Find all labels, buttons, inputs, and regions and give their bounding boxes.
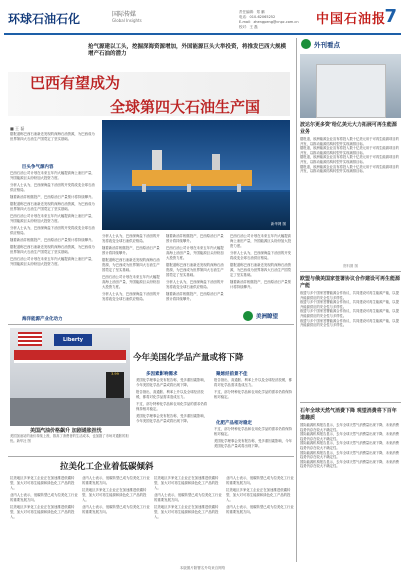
bottom-text-col: 拉美地区多家化工企业正在加速推进低碳转型，加大对可再生能源和绿色化工产品的投入。 业内人士表示，低碳转型已成为拉美化工行业的重要发展方向。 拉美地区多家化工企业正在加速推进低碳转型，加大对可再生能源和绿色化工产品的投入。 (154, 476, 222, 519)
lead-text-col: 随着新油井相继投产，巴西原油日产量预计将持续攀升。 巴西石油公司计划在未来五年内大幅提高海上油田产量，外国能源巨头纷纷加大投资力度。 据报道称巴西石油新近发现的深海石油资源，为巴西成为世界第四大石油生产国奠定了坚实基础。 分析人士认为，巴西深海盐下油田的开发将改变全球石油供应格局。 随着新油井相继投产，巴西原油日产量预计将持续攀升。 (166, 234, 224, 301)
us-flag-icon (18, 332, 42, 346)
feature-title: 今年美国化学品产量或将下降 (133, 353, 244, 363)
info-line: 电话：010-62065252 (239, 15, 276, 19)
byline: ■ 王 磊 (10, 126, 25, 131)
globe-icon (243, 311, 253, 321)
lead-subhead: 巨头争气源内容 (22, 165, 54, 170)
americas-column-logo: 美洲瞭望 (243, 310, 287, 322)
subtitle-en: Global Insights (112, 18, 142, 23)
page-header (4, 4, 401, 34)
sidebar-headline: 欧盟与俄美国家签署协议合作建设可再生能源产能 (300, 276, 401, 289)
masthead-logo: 中国石油报 (316, 12, 387, 27)
photo-caption-title: 美国汽油价格飙升 加剧通胀担忧 (30, 428, 102, 434)
sidebar-header (300, 38, 401, 50)
gas-station-photo (10, 328, 130, 426)
info-line: 责任编辑：郑 鹏 (239, 10, 265, 14)
feature-subhead: 聚烯烃前景不佳 (216, 372, 248, 377)
photo-credit: 新华网 图 (270, 222, 286, 226)
sidebar-photo (300, 54, 401, 118)
station-sign: Liberty (54, 334, 92, 346)
column-divider (296, 38, 297, 562)
sidebar-title: 外刊看点 (314, 41, 340, 49)
section-title: 环球石油石化 (8, 12, 81, 26)
sidebar-text: 国际能源机构报告显示，去年全球天然气消费量出现下降，未来消费趋势仍存在较大不确定性。 国际能源机构报告显示，去年全球天然气消费量出现下降，未来消费趋势仍存在较大不确定性。 国际能源机构报告显示，去年全球天然气消费量出现下降，未来消费趋势仍存在较大不确定性。 国际能源机构报告显示，去年全球天然气消费量出现下降，未来消费趋势仍存在较大不确定性。 国际能源机构报告显示，去年全球天然气消费量出现下降，未来消费趋势仍存在较大不确定性。 (300, 423, 399, 469)
sidebar-text: 据报道，欧洲能源企业宣布将投入数十亿美元用于可再生能源项目的开发，以推动能源结构转型并实现减排目标。 据报道，欧洲能源企业宣布将投入数十亿美元用于可再生能源项目的开发，以推动能源结构转型并实现减排目标。 据报道，欧洲能源企业宣布将投入数十亿美元用于可再生能源项目的开发，以推动能源结构转型并实现减排目标。 据报道，欧洲能源企业宣布将投入数十亿美元用于可再生能源项目的开发，以推动能源结构转型并实现减排目标。 (300, 137, 399, 174)
header-rule (4, 33, 401, 35)
building-image (316, 64, 386, 118)
sidebar-headline: 波达尔更多资’给亿美元大力拓展可再生能源业务 (300, 122, 397, 135)
section-subtitle (112, 12, 142, 24)
lead-text-col: 据报道称巴西石油新近发现的深海石油资源，为巴西成为世界第四大石油生产国奠定了坚实基础。 (10, 132, 95, 141)
price-board: 3.99 (106, 372, 124, 398)
sidebar-headline: 石年全球天然气消费下降 观望消费将下百年道趣质 (300, 408, 397, 421)
lead-text-col: 分析人士认为，巴西深海盐下油田的开发将改变全球石油供应格局。 随着新油井相继投产，巴西原油日产量预计将持续攀升。 据报道称巴西石油新近发现的深海石油资源，为巴西成为世界第四大石油生产国奠定了坚实基础。 巴西石油公司计划在未来五年内大幅提高海上油田产量，外国能源巨头纷纷加大投资力度。 分析人士认为，巴西深海盐下油田的开发将改变全球石油供应格局。 (102, 234, 160, 301)
feature-text-col: 不过，部分特种化学品和农用化学品的需求仍将保持相对稳定。 美国化学理事会发布报告称，受多重因素影响，今年美国化学品产量或将出现下降。 (214, 427, 292, 448)
lead-text-col: 巴西石油公司计划在未来五年内大幅提高海上油田产量，外国能源巨头纷纷加大投资力度。 分析人士认为，巴西深海盐下油田的开发将改变全球石油供应格局。 据报道称巴西石油新近发现的深海石油资源，为巴西成为世界第四大石油生产国奠定了坚实基础。 随着新油井相继投产，巴西原油日产量预计将持续攀升。 (230, 234, 292, 289)
subtitle-cn: 国际传媒 (112, 11, 137, 18)
bottom-title: 拉美化工企业着低碳倾斜 (60, 462, 154, 472)
lead-text-col: 巴西石油公司计划在未来五年内大幅提高海上油田产量，外国能源巨头纷纷加大投资力度。 分析人士认为，巴西深海盐下油田的开发将改变全球石油供应格局。 随着新油井相继投产，巴西原油日产量预计将持续攀升。 据报道称巴西石油新近发现的深海石油资源，为巴西成为世界第四大石油生产国奠定了坚实基础。 巴西石油公司计划在未来五年内大幅提高海上油田产量，外国能源巨头纷纷加大投资力度。 分析人士认为，巴西深海盐下油田的开发将改变全球石油供应格局。 随着新油井相继投产，巴西原油日产量预计将持续攀升。 据报道称巴西石油新近发现的深海石油资源，为巴西成为世界第四大石油生产国奠定了坚实基础。 巴西石油公司计划在未来五年内大幅提高海上油田产量，外国能源巨头纷纷加大投资力度。 (10, 171, 95, 266)
info-line: 校对：王 磊 (239, 25, 258, 29)
sea (102, 192, 290, 230)
info-line: E-mail：zhengpeng@cnpc.com.cn (239, 20, 299, 24)
page-number: 7 (384, 6, 397, 27)
lead-title-line1: 巴西有望成为 (30, 74, 121, 92)
editor-info (239, 10, 314, 30)
photo-caption-text: 美国加油站的油价持续上涨，推高了消费者的生活成本，也加剧了市场对通胀的担忧。新华社 图 (10, 434, 129, 443)
page-footer: 本版图片除署名外均来自网络 (179, 566, 226, 570)
section-divider (8, 324, 294, 325)
station-canopy (14, 350, 126, 360)
feature-text-col: 报告指出，高通胀、利率上升以及全球经济放缓，都将对化学品需求造成压力。 不过，部分特种化学品和农用化学品的需求仍将保持相对稳定。 (214, 378, 292, 399)
sidebar-logo-icon (301, 39, 311, 49)
section-divider (8, 456, 294, 457)
bottom-text-col: 业内人士表示，低碳转型已成为拉美化工行业的重要发展方向。 拉美地区多家化工企业正在加速推进低碳转型，加大对可再生能源和绿色化工产品的投入。 业内人士表示，低碳转型已成为拉美化工行业的重要发展方向。 (226, 476, 294, 514)
sidebar-text: 欧盟与多个国家签署能源合作协议，共同建设可再生能源产能，以提升能源供应的安全性与多样性。 欧盟与多个国家签署能源合作协议，共同建设可再生能源产能，以提升能源供应的安全性与多样性。 欧盟与多个国家签署能源合作协议，共同建设可再生能源产能，以提升能源供应的安全性与多样性。 欧盟与多个国家签署能源合作协议，共同建设可再生能源产能，以提升能源供应的安全性与多样性。 (300, 291, 399, 328)
lead-subhead: 海洋能源产业化动力 (22, 317, 63, 322)
feature-subhead: 多因素影响需求 (146, 372, 178, 377)
sidebar (300, 38, 401, 538)
lead-kicker: 抢气源建以工头，挖掘深海资源增加，外国能源巨头大举投资，将推发巴西大规模增产石油的潜力 (88, 44, 287, 57)
oil-platform-icon (132, 150, 252, 195)
lead-title-line2: 全球第四大石油生产国 (110, 98, 261, 116)
sidebar-photo-caption: 资料图 图 (342, 264, 359, 268)
bottom-text-col: 业内人士表示，低碳转型已成为拉美化工行业的重要发展方向。 拉美地区多家化工企业正在加速推进低碳转型，加大对可再生能源和绿色化工产品的投入。 业内人士表示，低碳转型已成为拉美化工行业的重要发展方向。 (82, 476, 150, 514)
oil-rig-photo (102, 120, 290, 230)
feature-text-col: 美国化学理事会发布报告称，受多重因素影响，今年美国化学品产量或将出现下降。 报告指出，高通胀、利率上升以及全球经济放缓，都将对化学品需求造成压力。 不过，部分特种化学品和农用化学品的需求仍将保持相对稳定。 美国化学理事会发布报告称，受多重因素影响，今年美国化学品产量或将出现下降。 (136, 378, 208, 423)
bottom-text-col: 拉美地区多家化工企业正在加速推进低碳转型，加大对可再生能源和绿色化工产品的投入。 业内人士表示，低碳转型已成为拉美化工行业的重要发展方向。 拉美地区多家化工企业正在加速推进低碳转型，加大对可再生能源和绿色化工产品的投入。 (10, 476, 78, 519)
feature-subhead: 化肥产品相对稳定 (216, 421, 252, 426)
